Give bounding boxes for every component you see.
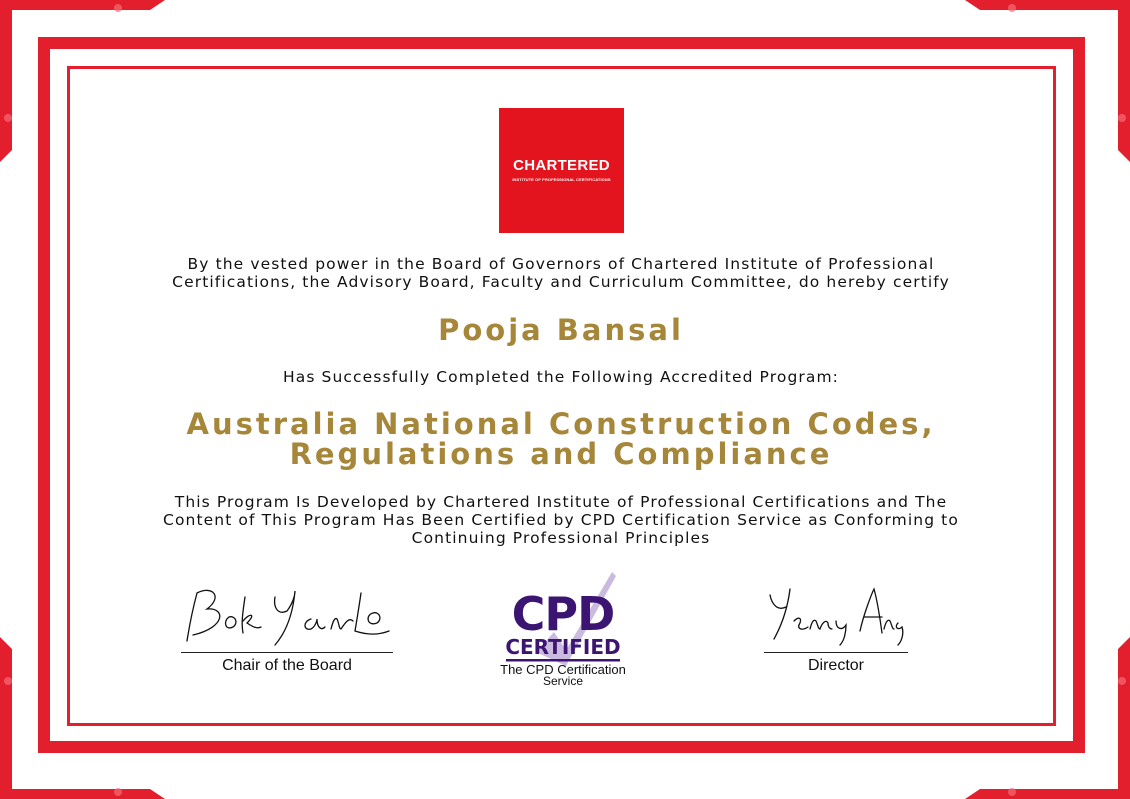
chair-signature — [183, 583, 395, 649]
chair-signature-line — [181, 652, 393, 653]
program-description — [130, 493, 992, 547]
program-title-line-1: Australia National Construction Codes, — [186, 407, 936, 441]
recipient-name: Pooja Bansal — [438, 313, 684, 347]
program-title — [130, 409, 992, 469]
cpd-service-line-1: The CPD Certification — [500, 662, 626, 677]
intro-line-1: By the vested power in the Board of Governors of Chartered Institute of Professional — [187, 255, 935, 273]
logo-subtitle: INSTITUTE OF PROFESSIONAL CERTIFICATIONS — [512, 177, 611, 182]
chartered-logo — [499, 108, 624, 233]
director-signature — [764, 583, 908, 649]
director-title: Director — [807, 657, 864, 674]
program-title-line-2: Regulations and Compliance — [289, 437, 833, 471]
cpd-service-line-2: Service — [542, 674, 584, 688]
completed-text: Has Successfully Completed the Following Accredited Program: — [283, 368, 839, 386]
logo-wordmark: CHARTERED — [513, 157, 610, 174]
cpd-certified-text: CERTIFIED — [505, 635, 621, 659]
description-line-2: Content of This Program Has Been Certified by CPD Certification Service as Conforming to — [163, 511, 959, 529]
director-signature-line — [764, 652, 908, 653]
description-line-3: Continuing Professional Principles — [411, 529, 711, 547]
cpd-certified-badge — [496, 570, 630, 690]
intro-line-2: Certifications, the Advisory Board, Faculty and Curriculum Committee, do hereby certify — [172, 273, 950, 291]
description-line-1: This Program Is Developed by Chartered Institute of Professional Certifications and The — [174, 493, 948, 511]
intro-text — [130, 255, 992, 291]
cpd-mark: CPD — [511, 587, 615, 641]
chair-title: Chair of the Board — [222, 657, 352, 674]
